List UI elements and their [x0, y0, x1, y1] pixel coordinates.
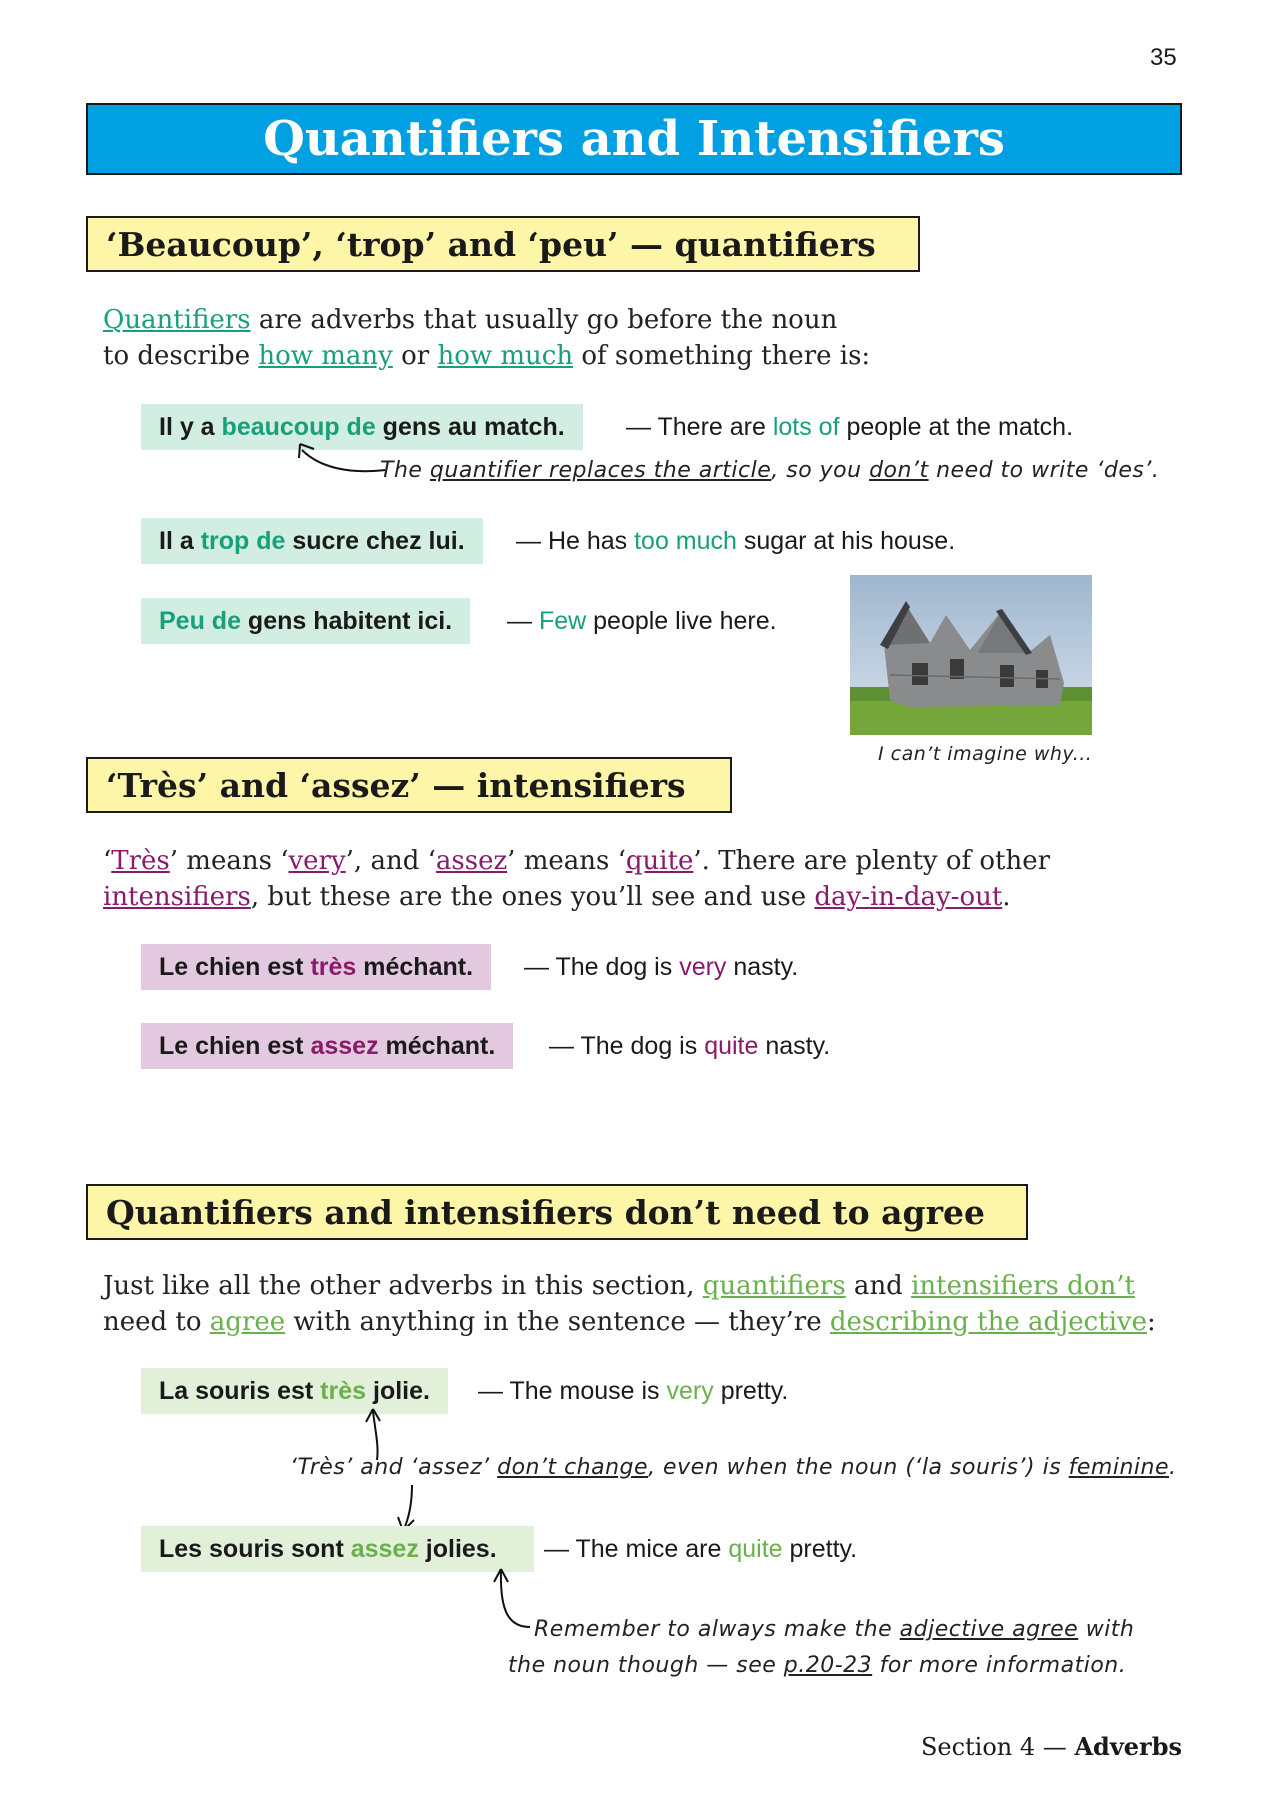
footer-section-label: Section 4 — Adverbs: [920, 1732, 1182, 1761]
example-souris-tres: La souris est très jolie.: [141, 1368, 448, 1414]
example-beaucoup: Il y a beaucoup de gens au match.: [141, 404, 583, 450]
translation-trop: — He has too much sugar at his house.: [516, 527, 956, 555]
example-assez: Le chien est assez méchant.: [141, 1023, 513, 1069]
section-heading-quantifiers: ‘Beaucoup’, ‘trop’ and ‘peu’ — quantifiers: [86, 216, 920, 272]
note-adjective-agree-line1: Remember to always make the adjective agree with: [534, 1617, 1135, 1642]
section3-intro: Just like all the other adverbs in this section, quantifiers and intensifiers don’t need to agree with anything in the sentence — they’re describing the adjective:: [103, 1271, 1156, 1337]
note-adjective-agree-line2: the noun though — see p.20-23 for more information.: [508, 1653, 1127, 1678]
translation-assez: — The dog is quite nasty.: [549, 1032, 831, 1060]
example-peu: Peu de gens habitent ici.: [141, 598, 470, 644]
translation-souris-assez: — The mice are quite pretty.: [544, 1535, 858, 1563]
example-trop: Il a trop de sucre chez lui.: [141, 518, 483, 564]
translation-peu: — Few people live here.: [507, 607, 777, 635]
example-souris-assez: Les souris sont assez jolies.: [141, 1526, 534, 1572]
image-caption: I can’t imagine why...: [878, 743, 1093, 765]
collapsing-house-image: [850, 575, 1092, 735]
section-heading-intensifiers: ‘Très’ and ‘assez’ — intensifiers: [86, 757, 732, 813]
translation-beaucoup: — There are lots of people at the match.: [626, 413, 1074, 441]
page-number: 35: [1150, 44, 1177, 71]
arrow-curve-icon: [488, 1565, 538, 1635]
section-heading-agree: Quantifiers and intensifiers don’t need to agree: [86, 1184, 1028, 1240]
page-title: Quantifiers and Intensifiers: [86, 103, 1182, 175]
translation-tres: — The dog is very nasty.: [524, 953, 799, 981]
intro-term: Quantifiers: [103, 305, 251, 335]
note-article: The quantifier replaces the article, so you don’t need to write ‘des’.: [380, 458, 1160, 483]
section2-intro: ‘Très’ means ‘very’, and ‘assez’ means ‘quite’. There are plenty of other intensifiers, but these are the ones you’ll see and use day-in-day-out.: [103, 846, 1051, 912]
translation-souris-tres: — The mouse is very pretty.: [478, 1377, 789, 1405]
arrow-icon: [290, 440, 390, 480]
note-dont-change: ‘Très’ and ‘assez’ don’t change, even when the noun (‘la souris’) is feminine.: [290, 1455, 1177, 1480]
section1-intro: Quantifiers are adverbs that usually go before the noun to describe how many or how much of something there is:: [103, 305, 871, 371]
example-tres: Le chien est très méchant.: [141, 944, 491, 990]
